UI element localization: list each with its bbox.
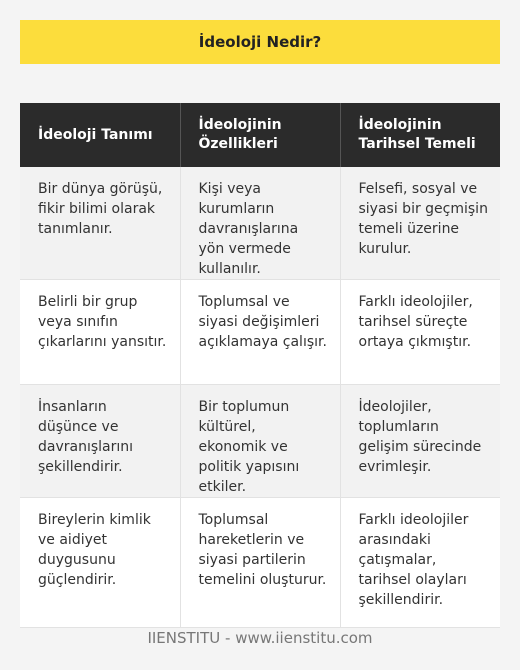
table-cell: Toplumsal ve siyasi değişimleri açıklamaya çalışır. — [180, 280, 340, 385]
ideology-table — [20, 103, 500, 628]
title-banner — [20, 20, 500, 64]
table-cell: Felsefi, sosyal ve siyasi bir geçmişin temeli üzerine kurulur. — [340, 167, 500, 280]
table-cell: Bir toplumun kültürel, ekonomik ve politik yapısını etkiler. — [180, 385, 340, 498]
table-cell: Bir dünya görüşü, fikir bilimi olarak tanımlanır. — [20, 167, 180, 280]
table-row — [20, 167, 500, 280]
table-cell: Farklı ideolojiler arasındaki çatışmalar, tarihsel olayları şekillendirir. — [340, 498, 500, 628]
table-cell: İdeolojiler, toplumların gelişim sürecinde evrimleşir. — [340, 385, 500, 498]
page-title: İdeoloji Nedir? — [198, 33, 322, 51]
table-cell: Kişi veya kurumların davranışlarına yön vermede kullanılır. — [180, 167, 340, 280]
footer-credit: IIENSTITU - www.iienstitu.com — [147, 629, 373, 647]
column-header-history: İdeolojinin Tarihsel Temeli — [340, 103, 500, 167]
table-cell: Bireylerin kimlik ve aidiyet duygusunu güçlendirir. — [20, 498, 180, 628]
table-cell: Toplumsal hareketlerin ve siyasi partilerin temelini oluşturur. — [180, 498, 340, 628]
table-header-row — [20, 103, 500, 167]
table-row — [20, 498, 500, 628]
column-header-definition: İdeoloji Tanımı — [20, 103, 180, 167]
table-cell: Belirli bir grup veya sınıfın çıkarlarını yansıtır. — [20, 280, 180, 385]
table-cell: İnsanların düşünce ve davranışlarını şekillendirir. — [20, 385, 180, 498]
table-cell: Farklı ideolojiler, tarihsel süreçte ortaya çıkmıştır. — [340, 280, 500, 385]
table-row — [20, 280, 500, 385]
table-row — [20, 385, 500, 498]
column-header-features: İdeolojinin Özellikleri — [180, 103, 340, 167]
